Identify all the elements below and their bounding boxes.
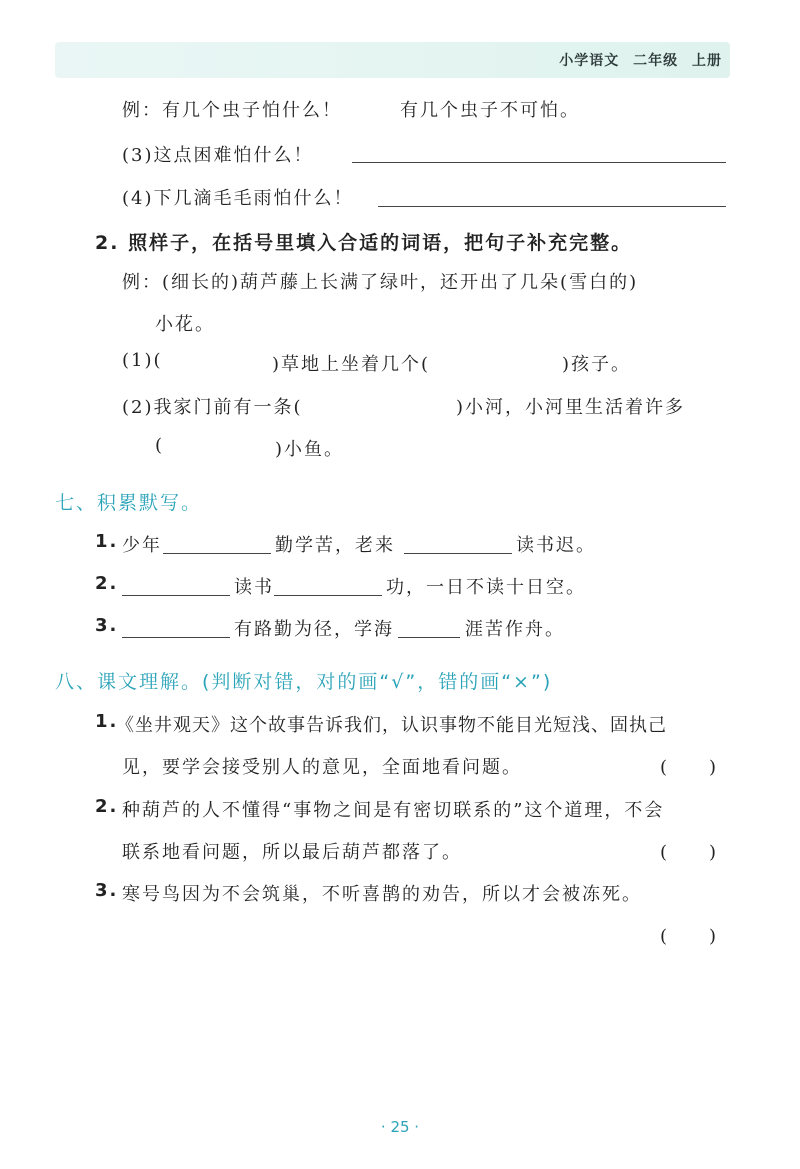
sec7-item-1-c: 读书迟。 bbox=[516, 535, 596, 556]
q2-example-line-2: 小花。 bbox=[155, 314, 215, 335]
sec7-blank-2a[interactable] bbox=[122, 595, 230, 596]
q2-number: 2. bbox=[95, 232, 120, 254]
sec8-item-1-number: 1. bbox=[95, 711, 119, 732]
sec8-item-2-number-wrap bbox=[95, 796, 118, 817]
header-volume: 上册 bbox=[692, 53, 722, 69]
sec8-answer-box-1[interactable]: ( ) bbox=[660, 757, 719, 778]
sec8-item-1-line-2: 见，要学会接受别人的意见，全面地看问题。 bbox=[122, 757, 522, 778]
q2-s1-part-b: )草地上坐着几个( bbox=[272, 354, 431, 375]
q2-title: 照样子，在括号里填入合适的词语，把句子补充完整。 bbox=[128, 232, 633, 254]
sec7-item-3-a: 有路勤为径，学海 bbox=[234, 619, 394, 640]
question-3: (3)这点困难怕什么！ bbox=[122, 145, 314, 166]
answer-line-4[interactable] bbox=[378, 206, 726, 207]
sec7-blank-3b[interactable] bbox=[398, 637, 460, 638]
example-line bbox=[122, 96, 342, 122]
sec7-item-2-a: 读书 bbox=[234, 577, 274, 598]
sec7-item-2 bbox=[95, 573, 118, 594]
sec7-blank-1b[interactable] bbox=[404, 553, 512, 554]
sec7-blank-3a[interactable] bbox=[122, 637, 230, 638]
header-grade: 二年级 bbox=[633, 53, 679, 69]
example-answer: 有几个虫子不可怕。 bbox=[400, 100, 580, 121]
answer-line-3[interactable] bbox=[352, 162, 726, 163]
sec7-item-1-b: 勤学苦，老来 bbox=[275, 535, 395, 556]
sec7-blank-1a[interactable] bbox=[163, 553, 271, 554]
q2-s1-part-c: )孩子。 bbox=[562, 354, 632, 375]
sec8-item-3-number-wrap bbox=[95, 880, 118, 901]
sec8-item-1-number-wrap bbox=[95, 711, 118, 732]
sec8-answer-box-3[interactable]: ( ) bbox=[660, 926, 719, 947]
sec8-item-3-line-1: 寒号鸟因为不会筑巢，不听喜鹊的劝告，所以才会被冻死。 bbox=[122, 884, 642, 905]
sec8-item-1-line-1: 《坐井观天》这个故事告诉我们，认识事物不能目光短浅、固执己 bbox=[116, 715, 667, 736]
sec7-item-1-number: 1. bbox=[95, 531, 119, 552]
sec7-item-3-b: 涯苦作舟。 bbox=[465, 619, 565, 640]
header-subject: 小学语文 bbox=[559, 53, 620, 69]
example-question: 有几个虫子怕什么！ bbox=[162, 100, 342, 121]
header-title bbox=[559, 50, 722, 70]
question-4: (4)下几滴毛毛雨怕什么！ bbox=[122, 188, 354, 209]
q2-s2-part-b: )小河，小河里生活着许多 bbox=[456, 397, 686, 418]
sec7-item-1 bbox=[95, 531, 118, 552]
q2-example-line-1: 例：(细长的)葫芦藤上长满了绿叶，还开出了几朵(雪白的) bbox=[122, 272, 639, 293]
sec7-item-2-b: 功，一日不读十日空。 bbox=[386, 577, 586, 598]
q2-heading bbox=[95, 228, 632, 255]
sec7-item-3 bbox=[95, 615, 118, 636]
section-8-title: 八、课文理解。(判断对错，对的画“√”，错的画“×”) bbox=[55, 671, 553, 693]
sec7-blank-2b[interactable] bbox=[274, 595, 382, 596]
sec7-item-2-number: 2. bbox=[95, 573, 119, 594]
sec7-item-3-number: 3. bbox=[95, 615, 119, 636]
section-7-title: 七、积累默写。 bbox=[55, 492, 203, 514]
sec7-item-1-a: 少年 bbox=[122, 535, 162, 556]
sec8-answer-box-2[interactable]: ( ) bbox=[660, 842, 719, 863]
sec8-item-2-number: 2. bbox=[95, 796, 119, 817]
q2-s1-part-a: (1)( bbox=[122, 350, 163, 371]
q2-s2-part-a: (2)我家门前有一条( bbox=[122, 397, 303, 418]
sec8-item-2-line-2: 联系地看问题，所以最后葫芦都落了。 bbox=[122, 842, 462, 863]
q2-s2-part-c: ( bbox=[155, 435, 165, 456]
example-label: 例： bbox=[122, 100, 162, 121]
q2-s2-part-d: )小鱼。 bbox=[275, 439, 345, 460]
sec8-item-3-number: 3. bbox=[95, 880, 119, 901]
page-number: · 25 · bbox=[380, 1118, 420, 1136]
sec8-item-2-line-1: 种葫芦的人不懂得“事物之间是有密切联系的”这个道理，不会 bbox=[122, 800, 665, 821]
